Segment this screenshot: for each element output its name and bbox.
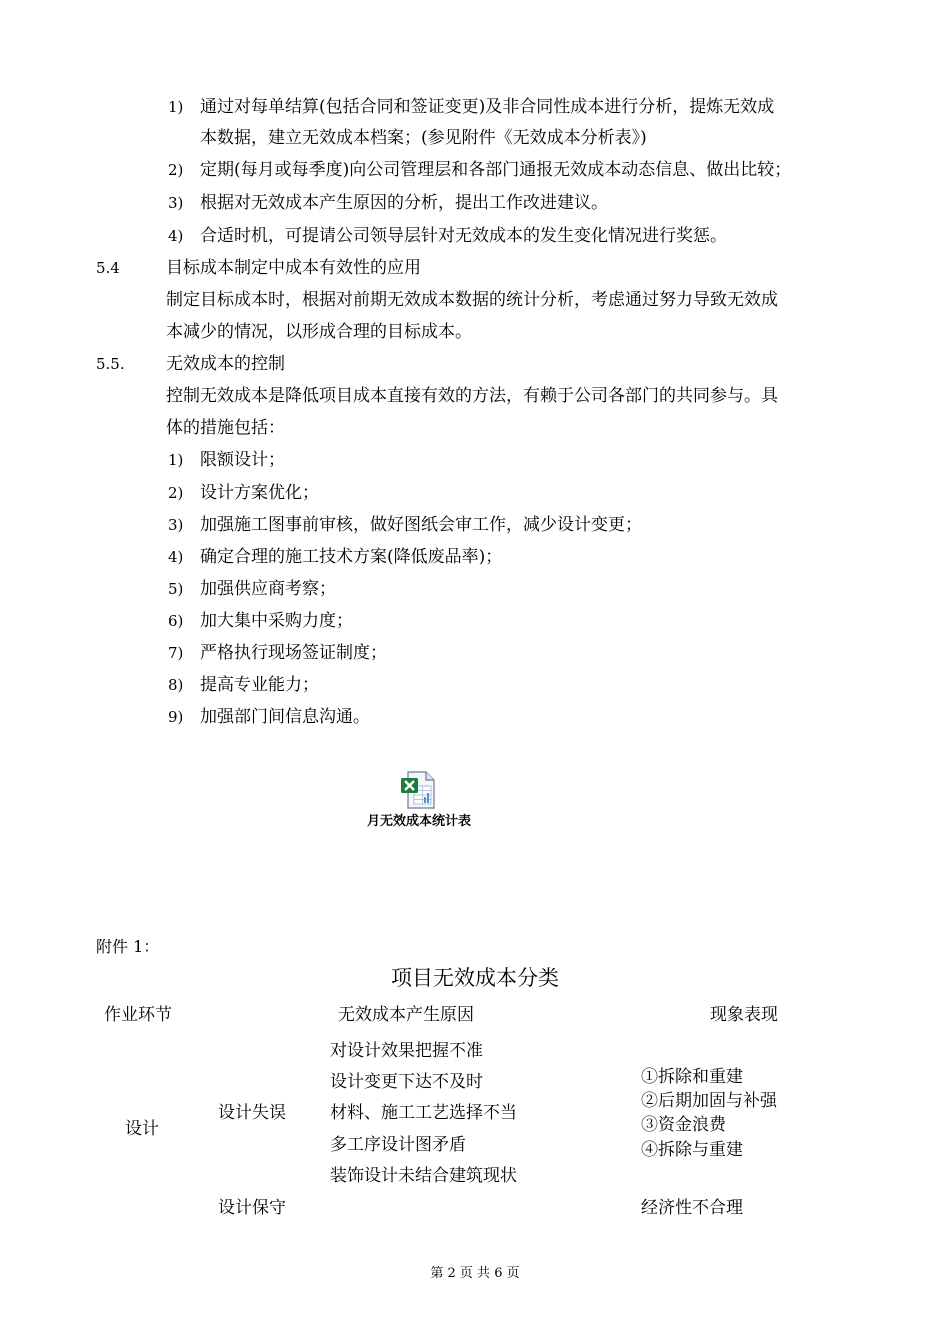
paragraph-line: 控制无效成本是降低项目成本直接有效的方法，有赖于公司各部门的共同参与。具 — [166, 386, 778, 406]
list-number: 8) — [168, 676, 184, 694]
list-number: 5) — [168, 580, 184, 598]
list-number: 9) — [168, 708, 184, 726]
section-number: 5.5. — [96, 355, 125, 373]
list-item: 加强部门间信息沟通。 — [200, 707, 370, 727]
table-header: 作业环节 — [104, 1005, 172, 1025]
list-item: 合适时机，可提请公司领导层针对无效成本的发生变化情况进行奖惩。 — [200, 226, 727, 246]
section-heading: 无效成本的控制 — [166, 354, 285, 374]
phenomenon-item: ③资金浪费 — [641, 1115, 726, 1135]
table-header: 现象表现 — [710, 1005, 778, 1025]
cause-item: 设计变更下达不及时 — [330, 1072, 483, 1092]
phenomenon-item: ②后期加固与补强 — [641, 1091, 777, 1111]
embedded-object-label: 月无效成本统计表 — [366, 814, 471, 829]
appendix-title: 项目无效成本分类 — [391, 966, 559, 990]
list-item: 通过对每单结算(包括合同和签证变更)及非合同性成本进行分析，提炼无效成 — [200, 97, 775, 117]
list-item-cont: 本数据，建立无效成本档案；(参见附件《无效成本分析表》) — [200, 128, 647, 148]
cause-item: 装饰设计未结合建筑现状 — [330, 1166, 517, 1186]
cause-item: 材料、施工工艺选择不当 — [330, 1103, 517, 1123]
table-header: 无效成本产生原因 — [338, 1005, 474, 1025]
list-item: 根据对无效成本产生原因的分析，提出工作改进建议。 — [200, 193, 608, 213]
phenomenon-item: ①拆除和重建 — [641, 1067, 743, 1087]
list-item: 设计方案优化； — [200, 483, 319, 503]
section-number: 5.4 — [96, 259, 120, 277]
list-number: 2) — [168, 161, 184, 179]
list-number: 3) — [168, 194, 184, 212]
paragraph-line: 体的措施包括： — [166, 418, 285, 438]
list-number: 1) — [168, 98, 184, 116]
list-item: 提高专业能力； — [200, 675, 319, 695]
list-number: 6) — [168, 612, 184, 630]
list-item: 确定合理的施工技术方案(降低废品率)； — [200, 547, 503, 567]
list-item: 限额设计； — [200, 450, 285, 470]
page-footer: 第 2 页 共 6 页 — [430, 1266, 520, 1281]
cause-item: 多工序设计图矛盾 — [330, 1135, 466, 1155]
list-item: 加强供应商考察； — [200, 579, 336, 599]
list-number: 4) — [168, 227, 184, 245]
category-cell: 设计失误 — [218, 1103, 286, 1123]
section-heading: 目标成本制定中成本有效性的应用 — [166, 258, 421, 278]
phenomenon-item: ④拆除与重建 — [641, 1140, 743, 1160]
paragraph-line: 本减少的情况，以形成合理的目标成本。 — [166, 322, 472, 342]
paragraph-line: 制定目标成本时，根据对前期无效成本数据的统计分析，考虑通过努力导致无效成 — [166, 290, 778, 310]
list-item: 严格执行现场签证制度； — [200, 643, 387, 663]
excel-file-icon — [399, 770, 439, 810]
list-number: 1) — [168, 451, 184, 469]
list-item: 定期(每月或每季度)向公司管理层和各部门通报无效成本动态信息、做出比较； — [200, 160, 792, 180]
list-number: 4) — [168, 548, 184, 566]
phenomenon-item: 经济性不合理 — [641, 1198, 743, 1218]
category-cell: 设计保守 — [218, 1198, 286, 1218]
list-number: 2) — [168, 484, 184, 502]
stage-cell: 设计 — [125, 1119, 159, 1139]
list-number: 3) — [168, 516, 184, 534]
appendix-label: 附件 1： — [96, 937, 160, 956]
cause-item: 对设计效果把握不准 — [330, 1041, 483, 1061]
list-item: 加大集中采购力度； — [200, 611, 353, 631]
list-item: 加强施工图事前审核，做好图纸会审工作，减少设计变更； — [200, 515, 642, 535]
list-number: 7) — [168, 644, 184, 662]
